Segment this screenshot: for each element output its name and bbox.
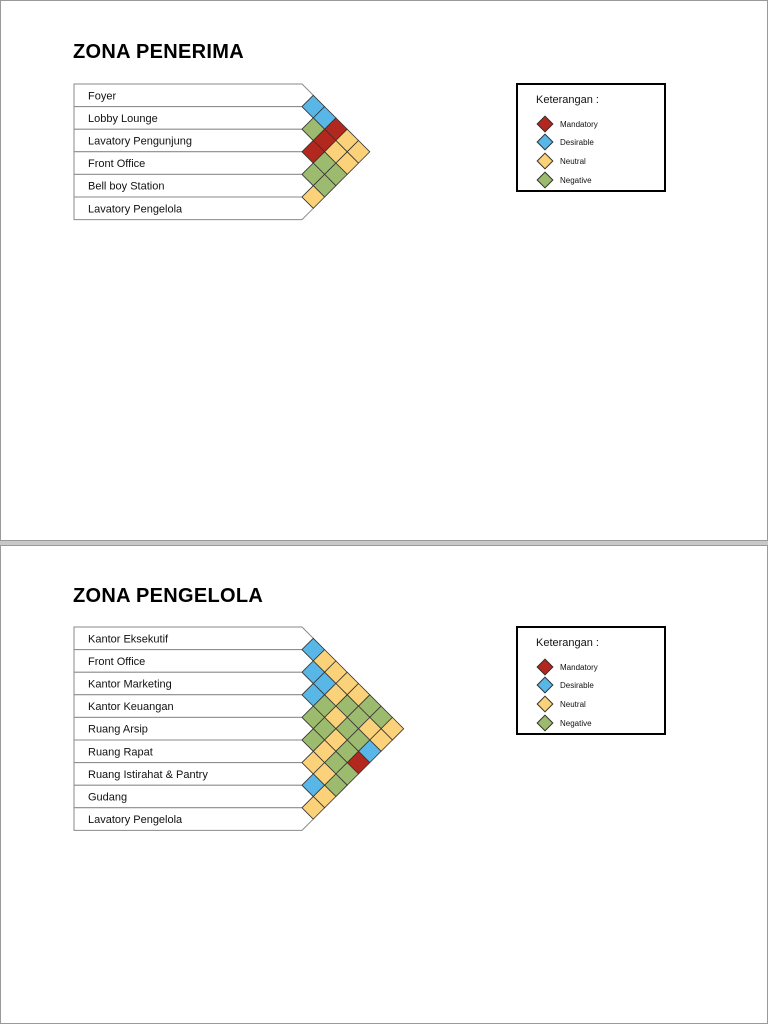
blue-diamond-icon <box>537 134 554 151</box>
legend-item-negative <box>536 172 592 188</box>
row-label: Lavatory Pengunjung <box>88 135 192 148</box>
row-label: Front Office <box>88 158 146 171</box>
row-label: Foyer <box>88 90 117 103</box>
legend-item-desirable <box>536 134 594 150</box>
legend-label: Mandatory <box>560 119 598 129</box>
row-label: Ruang Istirahat & Pantry <box>88 768 208 781</box>
relationship-matrix <box>1 546 767 1023</box>
red-diamond-icon <box>537 116 554 133</box>
legend-item-neutral <box>536 696 586 712</box>
legend-title: Keterangan : <box>536 94 599 106</box>
row-label: Lavatory Pengelola <box>88 203 183 216</box>
red-diamond-icon <box>537 659 554 676</box>
legend-box <box>516 83 666 192</box>
yellow-diamond-icon <box>537 153 554 170</box>
row-label: Lobby Lounge <box>88 112 158 125</box>
row-label: Kantor Eksekutif <box>88 633 169 646</box>
green-diamond-icon <box>537 172 554 189</box>
row-label: Bell boy Station <box>88 180 165 193</box>
row-label: Gudang <box>88 791 128 804</box>
legend-label: Negative <box>560 175 592 185</box>
row-label: Kantor Keuangan <box>88 701 174 714</box>
green-diamond-icon <box>537 715 554 732</box>
row-label: Lavatory Pengelola <box>88 814 183 827</box>
legend-item-desirable <box>536 677 594 693</box>
yellow-diamond-icon <box>537 696 554 713</box>
legend-item-negative <box>536 715 592 731</box>
zone-title: ZONA PENGELOLA <box>73 585 264 607</box>
legend-label: Mandatory <box>560 662 598 672</box>
legend-item-mandatory <box>536 116 598 132</box>
slide-zona-pengelola <box>0 545 768 1024</box>
row-label: Ruang Arsip <box>88 723 148 736</box>
legend-label: Neutral <box>560 699 586 709</box>
legend-item-mandatory <box>536 659 598 675</box>
row-label: Kantor Marketing <box>88 678 172 691</box>
relationship-matrix <box>1 1 767 540</box>
legend-box <box>516 626 666 735</box>
legend-title: Keterangan : <box>536 637 599 649</box>
legend-item-neutral <box>536 153 586 169</box>
row-label: Front Office <box>88 655 146 668</box>
zone-title: ZONA PENERIMA <box>73 41 244 63</box>
row-label: Ruang Rapat <box>88 746 153 759</box>
blue-diamond-icon <box>537 677 554 694</box>
legend-label: Desirable <box>560 680 594 690</box>
legend-label: Negative <box>560 718 592 728</box>
legend-label: Neutral <box>560 156 586 166</box>
legend-label: Desirable <box>560 137 594 147</box>
